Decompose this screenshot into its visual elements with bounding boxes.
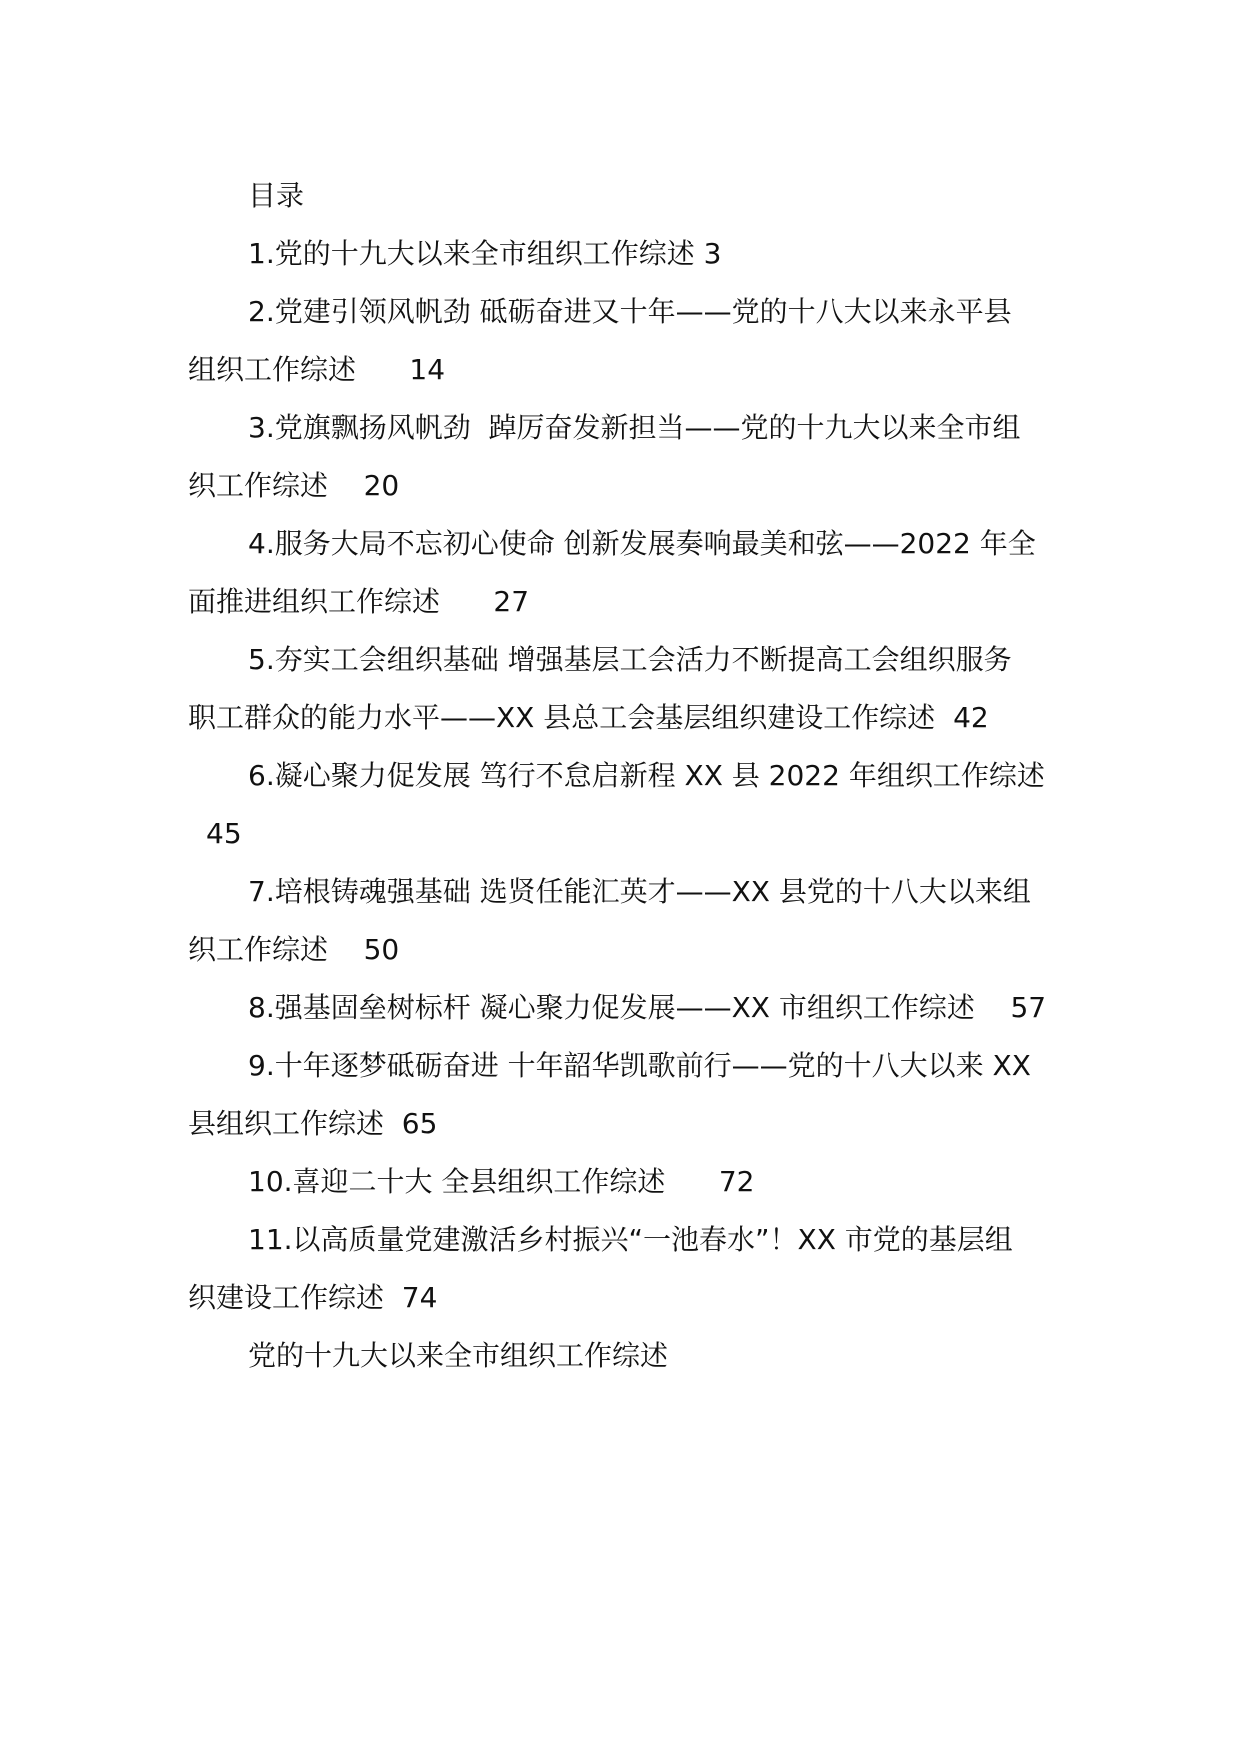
toc-entry-3: 3.党旗飘扬风帆劲 踔厉奋发新担当——党的十九大以来全市组 (248, 411, 1021, 444)
toc-entry-2: 2.党建引领风帆劲 砥砺奋进又十年——党的十八大以来永平县 (248, 295, 1012, 328)
toc-entry-6-cont: 45 (206, 817, 242, 850)
toc-entry-11: 11.以高质量党建激活乡村振兴“一池春水”！XX 市党的基层组 (248, 1223, 1013, 1256)
toc-entry-2-cont: 组织工作综述 14 (188, 353, 446, 386)
toc-entry-7-cont: 织工作综述 50 (188, 933, 400, 966)
toc-entry-9: 9.十年逐梦砥砺奋进 十年韶华凯歌前行——党的十八大以来 XX (248, 1049, 1031, 1082)
toc-entry-11-cont: 织建设工作综述 74 (188, 1281, 438, 1314)
toc-heading: 目录 (248, 179, 305, 212)
toc-entry-4: 4.服务大局不忘初心使命 创新发展奏响最美和弦——2022 年全 (248, 527, 1036, 560)
toc-entry-5-cont: 职工群众的能力水平——XX 县总工会基层组织建设工作综述 42 (188, 701, 989, 734)
toc-entry-9-cont: 县组织工作综述 65 (188, 1107, 438, 1140)
toc-entry-5: 5.夯实工会组织基础 增强基层工会活力不断提高工会组织服务 (248, 643, 1012, 676)
toc-entry-8: 8.强基固垒树标杆 凝心聚力促发展——XX 市组织工作综述 57 (248, 991, 1047, 1024)
toc-entry-1: 1.党的十九大以来全市组织工作综述 3 (248, 237, 722, 270)
toc-entry-4-cont: 面推进组织工作综述 27 (188, 585, 530, 618)
toc-entry-7: 7.培根铸魂强基础 选贤任能汇英才——XX 县党的十八大以来组 (248, 875, 1031, 908)
toc-entry-10: 10.喜迎二十大 全县组织工作综述 72 (248, 1165, 755, 1198)
toc-entry-3-cont: 织工作综述 20 (188, 469, 400, 502)
toc-entry-6: 6.凝心聚力促发展 笃行不怠启新程 XX 县 2022 年组织工作综述 (248, 759, 1045, 792)
section-title: 党的十九大以来全市组织工作综述 (248, 1339, 669, 1372)
